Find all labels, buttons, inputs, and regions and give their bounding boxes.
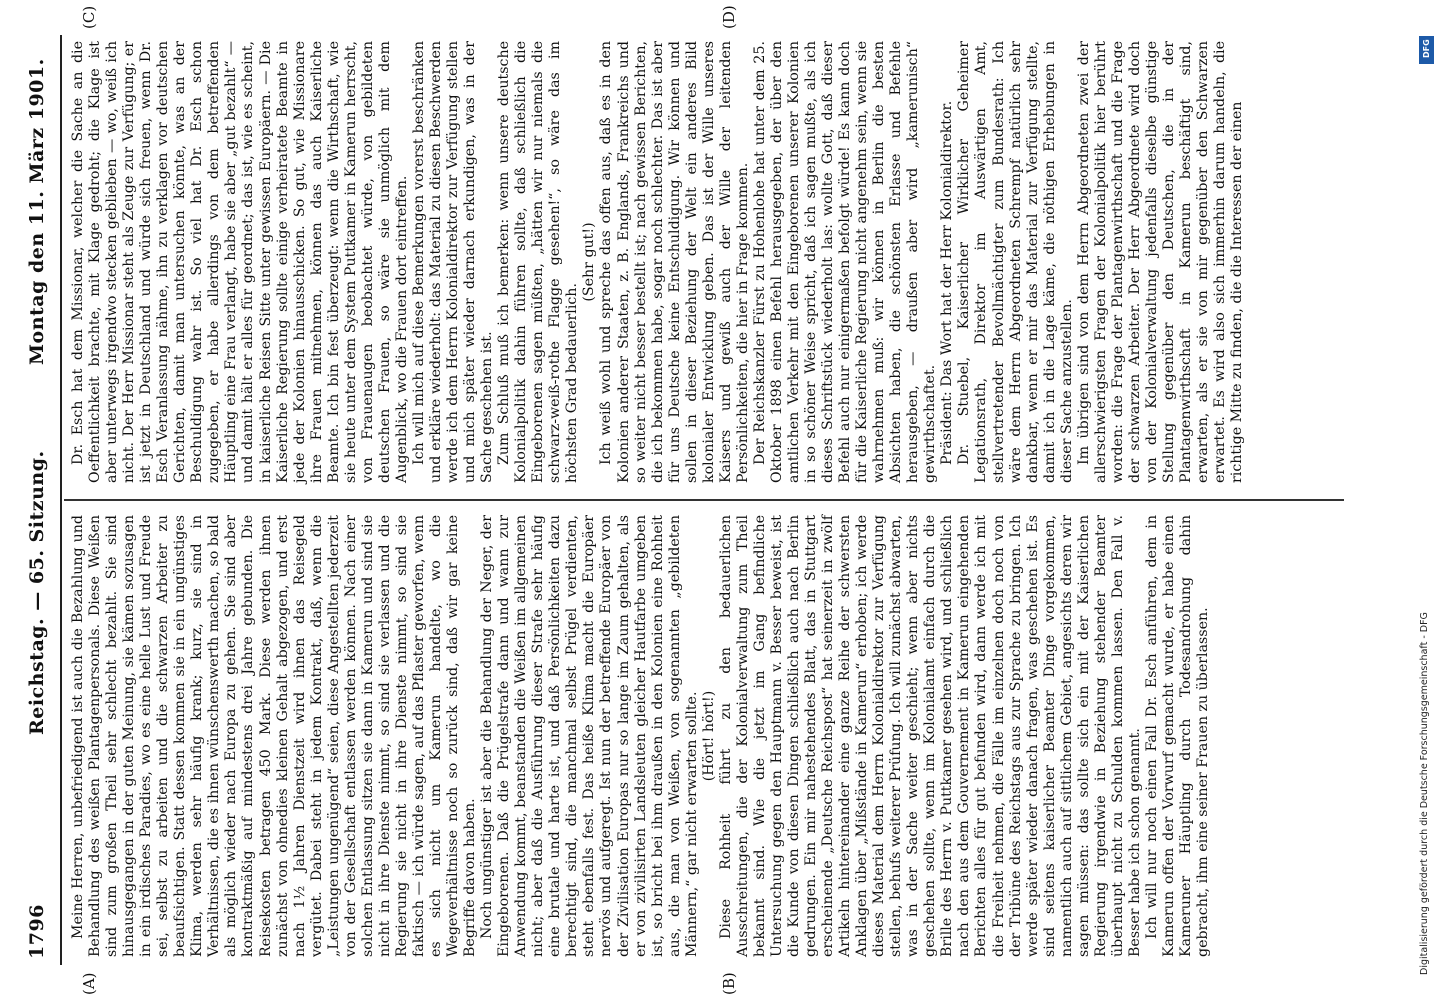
- rotated-newspaper-page: [20, 5, 1360, 995]
- right-column: [70, 41, 1246, 483]
- paragraph: Im übrigen sind von dem Herrn Abgeordneten zwei der allerschwierigsten Fragen der Kolonialpolitik hier berührt worden: die Frage der Plantagenwirthschaft und die Frage der schwarzen Arbeiter. Der Herr Abgeordnete wird doch von der Kolonialverwaltung jedenfalls dieselbe günstige Stellung gegenüber den Deutschen, die in der Plantagenwirthschaft in Kamerun beschäftigt sind, erwarten, als er sie von mir gegenüber den Schwarzen erwartet. Es wird also sich immerhin darum handeln, die richtige Mitte zu finden, die die Interessen der einen: [1075, 41, 1246, 483]
- paragraph: Ich will nur noch einen Fall Dr. Esch anführen, dem in Kamerun offen der Vorwurf gemacht wurde, er habe einen Kameruner Häuptling durch Todesandrohung dahin gebracht, ihm eine seiner Frauen zu überlassen.: [1143, 515, 1212, 957]
- margin-marker-a: (A): [80, 972, 98, 995]
- speaker-paragraph: Dr. Stuebel, Kaiserlicher Wirklicher Geheimer Legationsrath, Direktor im Auswärtigen Amt, stellvertretender Bevollmächtigter zum Bundesrath: Ich wäre dem Herrn Abgeordneten Schrempf natürlich sehr dankbar, wenn er mir das Material zur Verfügung stellte, damit ich in die Lage käme, die nöthigen Erhebungen in dieser Sache anzustellen.: [956, 41, 1075, 483]
- left-column: [70, 515, 1212, 957]
- column-divider: [64, 500, 1344, 502]
- session-title: Reichstag. — 65. Sitzung.: [26, 450, 48, 735]
- dfg-credit-text: Digitalisierung gefördert durch die Deutsche Forschungsgemeinschaft - DFG: [1419, 612, 1430, 975]
- dfg-logo: [1419, 36, 1434, 64]
- page-header: [20, 35, 60, 965]
- header-rule: [60, 35, 62, 965]
- page-number: 1796: [26, 904, 48, 959]
- paragraph: Diese Rohheit führt zu den bedauerlichen Ausschreitungen, die der Kolonialverwaltung zum Theil bekannt sind. Wie die jetzt im Gang befindliche Untersuchung gegen den Hauptmann v. Besser beweist, ist die Kunde von diesen Dingen schließlich auch nach Berlin gedrungen. Ein mir nahestehendes Blatt, das in Stuttgart erscheinende „Deutsche Reichspost“ hat seinerzeit in zwölf Artikeln hintereinander eine ganze Reihe der schwersten Anklagen über „Mißstände in Kamerun“ erhoben; ich werde dieses Material dem Herrn Kolonialdirektor zur Verfügung stellen, behufs weiterer Prüfung. Ich will zunächst abwarten, was in der Sache weiter geschieht; wenn aber nichts geschehen sollte, wenn im Kolonialamt einfach durch die Brille des Herrn v. Puttkamer gesehen wird, und schließlich nach den aus dem Gouvernement in Kamerun eingehenden Berichten alles für gut befunden wird, dann werde ich mit die Freiheit nehmen, die Fälle im einzelnen doch noch von der Tribüne des Reichstags aus zur Sprache zu bringen. Ich werde später wieder danach fragen, was geschehen ist. Es sind seitens kaiserlicher Beamter Dinge vorgekommen, namentlich auch auf sittlichem Gebiet, angesichts deren wir sagen müssen: das sollte sich ein mit der Kaiserlichen Regierung irgendwie in Beziehung stehender Beamter überhaupt nicht zu Schulden kommen lassen. Den Fall v. Besser habe ich schon genannt.: [717, 515, 1143, 957]
- interjection: (Sehr gut!): [581, 222, 598, 302]
- margin-marker-c: (C): [80, 5, 98, 29]
- paragraph: Dr. Esch hat dem Missionar, welcher die Sache an die Oeffentlichkeit brachte, mit Klage gedroht; die Klage ist aber unterwegs irgendwo stecken geblieben — wo, weiß ich nicht. Der Herr Missionar steht als Zeuge zur Verfügung; er ist jetzt in Deutschland und würde sich freuen, wenn Dr. Esch Veranlassung nähme, ihn zu verklagen vor deutschen Gerichten, damit man untersuchen könnte, was an der Beschuldigung wahr ist. So viel hat Dr. Esch schon zugegeben, er habe allerdings von dem betreffenden Häuptling eine Frau verlangt, habe sie aber „gut bezahlt“ — und damit hält er alles für geordnet; das ist, wie es scheint, in kaiserliche Reisen Sitte unter gewissen Europäern. — Die Kaiserliche Regierung sollte einige verheiratete Beamte in jede der Kolonien hinausschicken. So gut, wie Missionare ihre Frauen mitnehmen, können das auch Kaiserliche Beamte. Ich bin fest überzeugt: wenn die Wirthschaft, wie sie heute unter dem System Puttkamer in Kamerun herrscht, von Frauenaugen beobachtet würde, von gebildeten deutschen Frauen, so wäre sie unmöglich mit dem Augenblick, wo die Frauen dort eintreffen.: [70, 41, 410, 483]
- interjection: (Hört! hört!): [700, 690, 717, 782]
- paragraph: Ich will mich auf diese Bemerkungen vorerst beschränken und erkläre wiederholt: das Material zu diesen Beschwerden werde ich dem Herrn Kolonialdirektor zur Verfügung stellen und mich später wieder darnach erkundigen, was in der Sache geschehen ist.: [410, 41, 496, 483]
- paragraph: Der Reichskanzler Fürst zu Hohenlohe hat unter dem 25. Oktober 1898 einen Befehl herausgegeben, der über den amtlichen Verkehr mit den Eingeborenen unserer Kolonien in so schöner Weise spricht, daß ich sagen mußte, als ich dieses Schriftstück wiederholt las: wollte Gott, daß dieser Befehl auch nur einigermaßen befolgt würde! Es kann doch für die Kaiserliche Regierung nicht angenehm sein, wenn sie wahrnehmen muß: wir können in Berlin die besten Absichten haben, die schönsten Erlasse und Befehle herausgeben, — draußen aber wird „kamerunisch“ gewirthschaftet.: [751, 41, 939, 483]
- session-date: Montag den 11. März 1901.: [26, 58, 48, 365]
- paragraph: Meine Herren, unbefriedigend ist auch die Bezahlung und Behandlung des weißen Plantagenpersonals. Diese Weißen sind zum großen Theil sehr schlecht bezahlt. Sie sind hinausgegangen in der guten Meinung, sie kämen sozusagen in ein irdisches Paradies, wo es eine helle Lust und Freude sei, selbst zu arbeiten und die schwarzen Arbeiter zu beaufsichtigen. Statt dessen kommen sie in ein ungünstiges Klima, werden sehr häufig krank; kurz, sie sind in Verhältnissen, die es ihnen wünschenswerth machen, so bald als möglich wieder nach Europa zu gehen. Sie sind aber kontraktmäßig auf mindestens drei Jahre gebunden. Die Reisekosten betragen 450 Mark. Diese werden ihnen zunächst von ohnedies kleinen Gehalt abgezogen, und erst nach 1½ Jahren Dienstzeit wird ihnen das Reisegeld vergütet. Dabei steht in jedem Kontrakt, daß, wenn die „Leistungen ungenügend“ seien, diese Angestellten jederzeit von der Gesellschaft entlassen werden können. Nach einer solchen Entlassung sitzen sie dann in Kamerun und sind sie nicht in ihre Dienste nimmt, so sind sie verlassen und die Regierung sie nicht in ihre Dienste nimmt, so sind sie faktisch — ich würde sagen, auf das Pflaster geworfen, wenn es sich nicht um Kamerun handelte, wo die Wegeverhältnisse noch so zurück sind, daß wir gar keine Begriffe davon haben.: [70, 515, 479, 957]
- dfg-logo-text: DFG: [1422, 39, 1431, 58]
- speaker-paragraph: Präsident: Das Wort hat der Herr Kolonialdirektor.: [939, 100, 956, 465]
- margin-marker-b: (B): [720, 972, 738, 995]
- paragraph: Noch ungünstiger ist aber die Behandlung der Neger, der Eingeborenen. Daß die Prügelstrafe dann und wann zur Anwendung kommt, beanstanden die Weißen im allgemeinen nicht; aber daß die Ausführung dieser Strafe sehr häufig eine brutale und harte ist, und daß Persönlichkeiten dazu berechtigt sind, die manchmal selbst Prügel verdienten, steht ebenfalls fest. Das heiße Klima macht die Europäer nervös und aufgeregt. Ist nun der betreffende Europäer von der Zivilisation Europas nur so lange im Zaum gehalten, als er von zivilisirten Landsleuten gleicher Hautfarbe umgeben ist, so bricht bei ihm draußen in den Kolonien eine Rohheit aus, die man von Weißen, von sogenannten „gebildeten Männern,“ gar nicht erwarten sollte.: [479, 515, 700, 957]
- paragraph: Zum Schluß muß ich bemerken: wenn unsere deutsche Kolonialpolitik dahin führen sollte, daß schließlich die Eingeborenen sagen müßten, „hätten wir nur niemals die schwarz-weiß-rothe Flagge gesehen!“, so wäre das im höchsten Grad bedauerlich.: [496, 41, 581, 483]
- margin-marker-d: (D): [720, 5, 738, 29]
- paragraph: Ich weiß wohl und spreche das offen aus, daß es in den Kolonien anderer Staaten, z. B. Englands, Frankreichs und so weiter nicht besser bestellt ist; nach gewissen Berichten, die ich bekommen habe, sogar noch schlechter. Das ist aber für uns Deutsche keine Entschuldigung. Wir können und sollen in dieser Beziehung der Welt ein anderes Bild kolonialer Entwicklung geben. Das ist der Wille unseres Kaisers und gewiß auch der Wille der leitenden Persönlichkeiten, die hier in Frage kommen.: [598, 41, 751, 483]
